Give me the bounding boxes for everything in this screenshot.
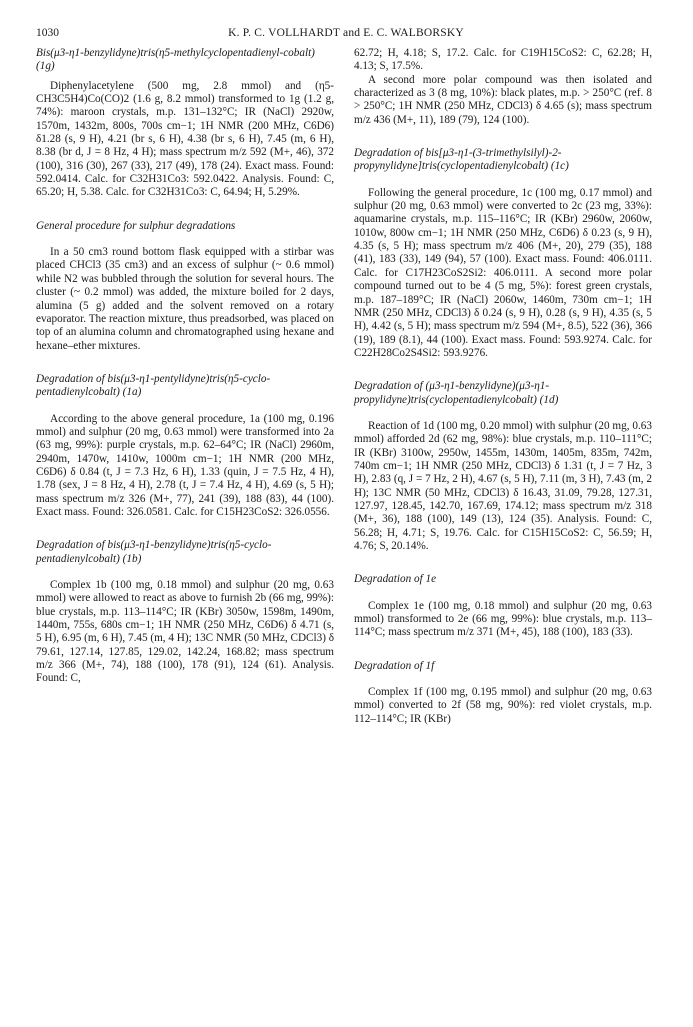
running-title: K. P. C. VOLLHARDT and E. C. WALBORSKY [228, 27, 464, 39]
left-column [36, 47, 334, 686]
right-column [354, 47, 652, 726]
paragraph-degradation-1a: According to the above general procedure, 1a (100 mg, 0.196 mmol) and sulphur (20 mg, 0.63 mmol) were transformed into 2a (63 mg, 99%): purple crystals, m.p. 62–64°C; IR (NaCl) 2960m, 2940m, 1470w, 1410w, 1000m cm−1; 1H NMR (200 MHz, C6D6) δ 0.84 (t, J = 7.3 Hz, 6 H), 1.33 (quin, J = 7.5 Hz, 4 H), 1.78 (sex, J = 8 Hz, 4 H), 2.78 (t, J = 7.4 Hz, 4 H), 4.69 (s, 5 H); mass spectrum m/z 326 (M+, 77), 241 (39), 188 (83), 44 (100). Exact mass. Found: 326.0581. Calc. for C15H23CoS2: 326.0556. [36, 412, 334, 518]
paragraph-degradation-1b: Complex 1b (100 mg, 0.18 mmol) and sulphur (20 mg, 0.63 mmol) were allowed to react as above to furnish 2b (66 mg, 99%): blue crystals, m.p. 113–114°C; IR (KBr) 3050w, 1598m, 1490m, 1440m, 755s, 680s cm−1; 1H NMR (250 MHz, C6D6) δ 4.71 (s, 5 H), 6.95 (m, 6 H), 7.45 (m, 4 H); 13C NMR (50 MHz, CDCl3) δ 79.61, 127.14, 127.85, 129.02, 142.24, 168.82; mass spectrum m/z 366 (M+, 74), 188 (100), 178 (91), 124 (61). Analysis. Found: C, [36, 579, 334, 685]
page-number: 1030 [36, 27, 59, 39]
paragraph-1g-synthesis: Diphenylacetylene (500 mg, 2.8 mmol) and (η5-CH3C5H4)Co(CO)2 (1.6 g, 8.2 mmol) transformed to 1g (1.2 g, 74%): maroon crystals, m.p. 131–132°C; IR (NaCl) 2920w, 1570m, 1432m, 800s, 700s cm−1; 1H NMR (200 MHz, C6D6) δ1.28 (s, 9 H), 4.21 (br s, 6 H), 4.38 (br s, 6 H), 7.45 (m, 6 H), 8.38 (br d, J = 8 Hz, 4 H); mass spectrum m/z 592 (M+, 46), 372 (100), 316 (30), 267 (33), 217 (49), 178 (24). Exact mass. Found: 592.0414. Calc. for C32H31Co3: 592.0422. Analysis. Found: C, 65.20; H, 5.38. Calc. for C32H31Co3: C, 64.94; H, 5.29%. [36, 79, 334, 199]
section-title-degradation-1e: Degradation of 1e [354, 573, 437, 586]
paragraph-1b-analysis-continued: 62.72; H, 4.18; S, 17.2. Calc. for C19H15CoS2: C, 62.28; H, 4.13; S, 17.5%. [354, 47, 652, 73]
section-title-degradation-1d: Degradation of (μ3-η1-benzylidyne)(μ3-η1-propylidyne)tris(cyclopentadienylcobalt) (1d) [354, 380, 559, 406]
paragraph-degradation-1c: Following the general procedure, 1c (100 mg, 0.17 mmol) and sulphur (20 mg, 0.63 mmol) were converted to 2c (23 mg, 33%): aquamarine crystals, m.p. 115–116°C; IR (KBr) 2960w, 2060w, 1010w, 800w cm−1; 1H NMR (250 MHz, C6D6) δ 0.23 (s, 9 H), 4.35 (s, 5 H); mass spectrum m/z 406 (M+, 20), 279 (35), 188 (41), 183 (33), 149 (94), 57 (100). Exact mass. Found: 406.0111. Calc. for C17H23CoS2Si2: 406.0111. A second more polar compound turned out to be 4 (5 mg, 5%): forest green crystals, m.p. 187–189°C; IR (NaCl) 2060w, 1460m, 730m cm−1; 1H NMR (250 MHz, CDCl3) δ 0.24 (s, 9 H), 0.28 (s, 9 H), 4.35 (s, 5 H), 4.42 (s, 5 H); mass spectrum m/z 594 (M+, 8.5), 522 (36), 366 (19), 189 (8.1), 44 (100). Exact mass. Found: 593.9274. Calc. for C22H28Co2S4Si2: 593.9276. [354, 186, 652, 359]
section-title-degradation-1f: Degradation of 1f [354, 659, 435, 672]
paragraph-compound-3: A second more polar compound was then isolated and characterized as 3 (8 mg, 10%): black plates, m.p. > 250°C (ref. 8 > 250°C; 1H NMR (250 MHz, CDCl3) δ 4.65 (s); mass spectrum m/z 436 (M+, 11), 189 (79), 124 (100). [354, 73, 652, 126]
page-header [36, 27, 656, 41]
section-title-degradation-1b: Degradation of bis(μ3-η1-benzylidyne)tris(η5-cyclo-pentadienylcobalt) (1b) [36, 539, 272, 565]
paragraph-degradation-1f: Complex 1f (100 mg, 0.195 mmol) and sulphur (20 mg, 0.63 mmol) converted to 2f (58 mg, 90%): red violet crystals, m.p. 112–114°C; IR (KBr) [354, 686, 652, 725]
paragraph-degradation-1e: Complex 1e (100 mg, 0.18 mmol) and sulphur (20 mg, 0.63 mmol) transformed to 2e (66 mg, 99%): blue crystals, m.p. 113–114°C; mass spectrum m/z 371 (M+, 45), 188 (100), 183 (33). [354, 599, 652, 639]
section-title-1g: Bis(μ3-η1-benzylidyne)tris(η5-methylcyclopentadienyl-cobalt) (1g) [36, 47, 315, 73]
section-title-general-procedure: General procedure for sulphur degradations [36, 219, 236, 232]
paragraph-degradation-1d: Reaction of 1d (100 mg, 0.20 mmol) with sulphur (20 mg, 0.63 mmol) afforded 2d (62 mg, 98%): blue crystals, m.p. 110–111°C; IR (KBr) 3100w, 2950w, 1455m, 1430m, 1405m, 835m, 742m, 740m cm−1; 1H NMR (250 MHz, CDCl3) δ 1.31 (t, J = 7 Hz, 3 H), 2.83 (q, J = 7 Hz, 2 H), 4.67 (s, 5 H), 7.11 (m, 3 H), 7.43 (m, 2 H); 13C NMR (50 MHz, CDCl3) δ 16.43, 31.09, 79.28, 127.31, 127.97, 128.45, 142.70, 167.69, 174.12; mass spectrum m/z 318 (M+, 36), 188 (100), 149 (13), 124 (35). Analysis. Found: C, 56.28; H, 4.71; S, 19.76. Calc. for C15H15CoS2: C, 56.59; H, 4.76; S, 20.14%. [354, 419, 652, 552]
section-title-degradation-1a: Degradation of bis(μ3-η1-pentylidyne)tris(η5-cyclo-pentadienylcobalt) (1a) [36, 372, 271, 399]
paragraph-general-procedure: In a 50 cm3 round bottom flask equipped with a stirbar was placed CHCl3 (35 cm3) and an excess of sulphur (~ 0.6 mmol) while N2 was bubbled through the solution for several hours. The cluster (~ 0.2 mmol) was added, the mixture boiled for 2 days, alumina (5 g) added and the solvent removed on a rotary evaporator. The reaction mixture, thus preadsorbed, was placed on top of an alumina column and chromatographed using hexane and hexane–ether mixtures. [36, 246, 334, 352]
section-title-degradation-1c: Degradation of bis[μ3-η1-(3-trimethylsilyl)-2-propynylidyne]tris(cyclopentadienylcobalt) (1c) [354, 147, 569, 173]
